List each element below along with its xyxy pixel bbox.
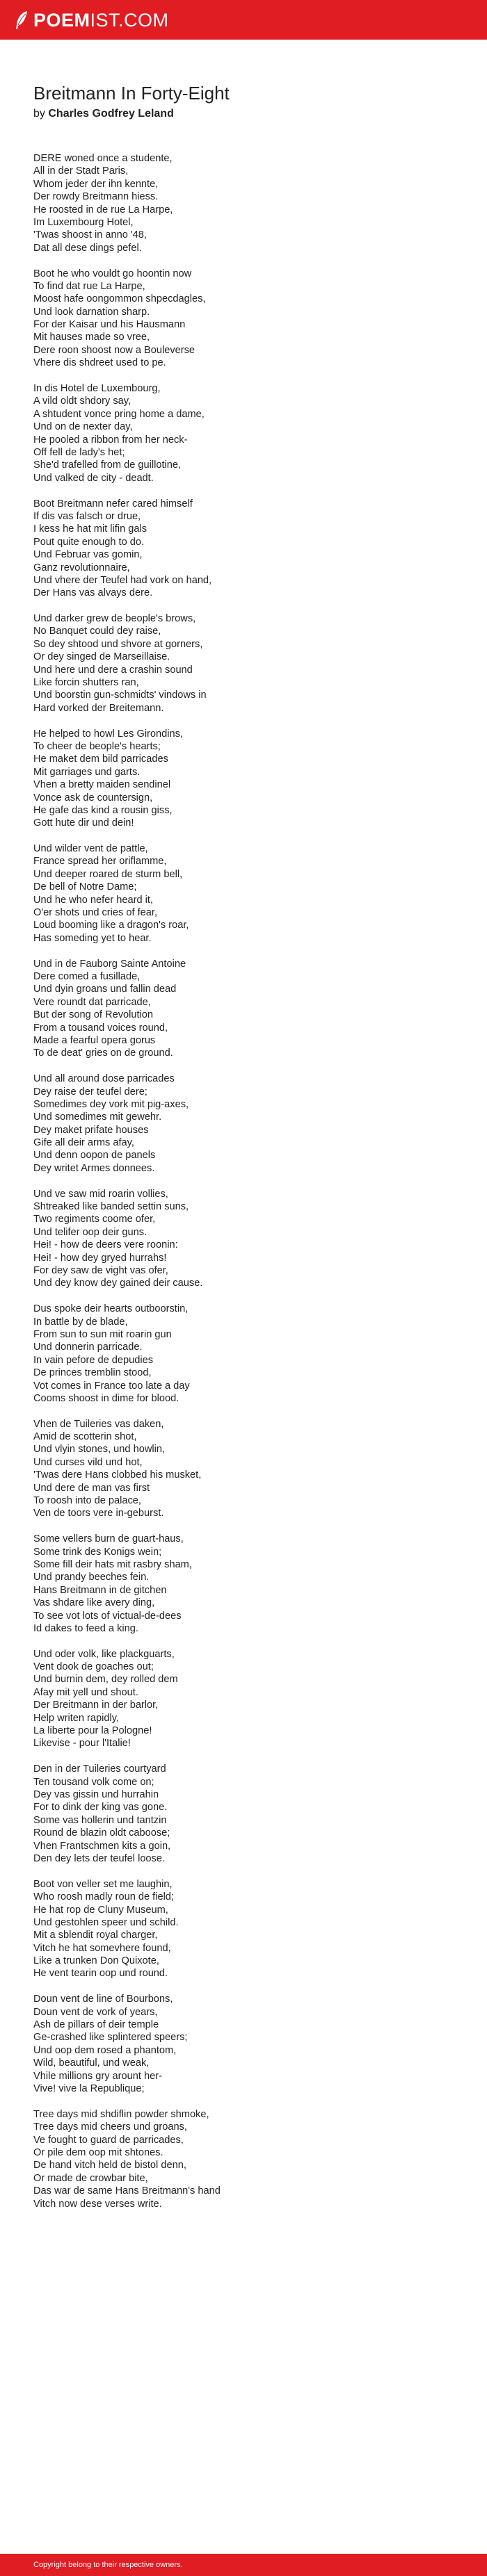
poem-line: So dey shtood und shvore at gorners,	[33, 638, 203, 650]
poem-line: Doun vent de vork of years,	[33, 2006, 158, 2018]
poem-line: Und wilder vent de pattle,	[33, 843, 148, 855]
poem-line: Und ve saw mid roarin vollies,	[33, 1188, 168, 1200]
poem-line: Whom jeder der ihn kennte,	[33, 178, 159, 190]
poem-line: Vonce ask de countersign,	[33, 792, 153, 804]
stanza	[33, 382, 458, 484]
poem-line: Mit hauses made so vree,	[33, 332, 150, 343]
poem-line: Mit garriages und garts.	[33, 766, 141, 778]
poem-line: Some vas hollerin und tantzin	[33, 1814, 167, 1826]
poem-line: No Banquet could dey raise,	[33, 626, 161, 637]
poem-line: Und deeper roared de sturm bell,	[33, 868, 183, 880]
poem-line: To find dat rue La Harpe,	[33, 280, 145, 292]
poem-line: Or dey singed de Marseillaise.	[33, 651, 170, 663]
poem-line: From a tousand voices round,	[33, 1022, 168, 1034]
poem-line: Und he who nefer heard it,	[33, 894, 153, 906]
poem-line: Dey raise der teufel dere;	[33, 1086, 147, 1098]
poem-line: Dat all dese dings pefel.	[33, 242, 142, 254]
site-footer	[0, 2554, 487, 2576]
poem-line: Afay mit yell und shout.	[33, 1686, 138, 1698]
poem-line: Der rowdy Breitmann hiess.	[33, 191, 159, 203]
poem-line: Somedimes dey vork mit pig-axes,	[33, 1098, 189, 1110]
poem-line: Ge-crashed like splintered speers;	[33, 2032, 188, 2044]
poem-line: Vas shdare like avery ding,	[33, 1597, 155, 1609]
poem-line: Dere roon shoost now a Bouleverse	[33, 344, 195, 356]
poem-line: Vhen de Tuileries vas daken,	[33, 1418, 164, 1430]
poem-line: Vive! vive la Republique;	[33, 2082, 145, 2094]
poem-byline	[33, 107, 458, 121]
poem-line: Und on de nexter day,	[33, 421, 133, 433]
poem-line: Der Breitmann in der barlor,	[33, 1699, 159, 1711]
stanza	[33, 1878, 458, 1980]
stanza	[33, 1418, 458, 1520]
poem-line: Ve fought to guard de parricades,	[33, 2134, 184, 2146]
poem-line: Ganz revolutionnaire,	[33, 562, 130, 573]
poem-line: Vhile millions gry arount her-	[33, 2070, 162, 2082]
poem-line: Moost hafe oongommon shpecdagles,	[33, 293, 206, 305]
poem-line: Hans Breitmann in de gitchen	[33, 1584, 167, 1596]
poem-line: Dey writet Armes donnees.	[33, 1162, 155, 1174]
poem-line: I kess he hat mit lifin gals	[33, 523, 147, 535]
site-logo-link[interactable]	[14, 9, 169, 31]
poem-line: Mit a sblendit royal charger,	[33, 1930, 158, 1941]
stanza	[33, 1648, 458, 1750]
stanza	[33, 1763, 458, 1865]
poem-line: Amid de scotterin shot,	[33, 1431, 137, 1443]
poem-line: Likevise - pour l'Italie!	[33, 1738, 131, 1750]
poem-line: De bell of Notre Dame;	[33, 881, 137, 893]
poem-line: Or made de crowbar bite,	[33, 2172, 148, 2184]
poem-line: 'Twas dere Hans clobbed his musket,	[33, 1469, 202, 1481]
poem-line: Some trink des Konigs wein;	[33, 1546, 162, 1558]
poem-line: In vain pefore de depudies	[33, 1354, 154, 1366]
stanza	[33, 152, 458, 254]
poem-line: France spread her oriflamme,	[33, 856, 167, 867]
poem-line: Wild, beautiful, und weak,	[33, 2057, 150, 2069]
poem-line: La liberte pour la Pologne!	[33, 1725, 152, 1737]
stanza	[33, 842, 458, 945]
poem-line: If dis vas falsch or drue,	[33, 510, 141, 522]
poem-line: But der song of Revolution	[33, 1009, 153, 1021]
poem-line: Hei! - how de deers vere roonin:	[33, 1239, 178, 1251]
poem-line: Und vlyin stones, und howlin,	[33, 1444, 166, 1456]
poem-line: Und telifer oop deir guns.	[33, 1226, 147, 1238]
poem-line: Dey vas gissin und hurrahin	[33, 1789, 159, 1800]
poem-line: Some vellers burn de guart-haus,	[33, 1533, 184, 1545]
poem-line: He pooled a ribbon from her neck-	[33, 434, 188, 446]
poem-line: Pout quite enough to do.	[33, 536, 145, 548]
poem-heading	[33, 82, 458, 121]
poem-line: Ven de toors vere in-geburst.	[33, 1508, 164, 1519]
poem-line: Und burnin dem, dey rolled dem	[33, 1674, 178, 1686]
poem-line: Und oder volk, like plackguarts,	[33, 1648, 175, 1660]
stanza	[33, 268, 458, 370]
poem-line: Den in der Tuileries courtyard	[33, 1763, 166, 1775]
poem-line: Und somedimes mit gewehr.	[33, 1111, 162, 1123]
site-header	[0, 0, 487, 40]
poem-line: Id dakes to feed a king.	[33, 1622, 138, 1634]
poem-line: De hand vitch held de bistol denn,	[33, 2160, 186, 2171]
stanza	[33, 1188, 458, 1290]
logo-text-light: IST.COM	[90, 10, 169, 31]
poem-line: Und gestohlen speer und schild.	[33, 1916, 179, 1928]
poem-line: Im Luxembourg Hotel,	[33, 216, 134, 228]
poem-line: In dis Hotel de Luxembourg,	[33, 383, 161, 395]
byline-prefix: by	[33, 108, 45, 120]
poem-body	[33, 152, 458, 2223]
poem-line: Und denn oopon de panels	[33, 1150, 156, 1161]
poem-line: Like a trunken Don Quixote,	[33, 1955, 159, 1967]
poem-line: To see vot lots of victual-de-dees	[33, 1610, 182, 1622]
poem-line: For dey saw de vight vas ofer,	[33, 1264, 168, 1276]
poem-line: DERE woned once a studente,	[33, 153, 173, 164]
poem-line: Und Februar vas gomin,	[33, 549, 143, 561]
poem-line: Doun vent de line of Bourbons,	[33, 1994, 173, 2005]
poem-line: Made a fearful opera gorus	[33, 1034, 156, 1046]
poem-line: Ash de pillars of deir temple	[33, 2019, 159, 2031]
poem-line: He vent tearin oop und round.	[33, 1968, 168, 1980]
poem-line: Shtreaked like banded settin suns,	[33, 1201, 189, 1213]
poem-line: Vent dook de goaches out;	[33, 1661, 154, 1673]
poem-line: Vot comes in France too late a day	[33, 1380, 190, 1392]
author-link[interactable]: Charles Godfrey Leland	[48, 108, 174, 120]
poem-line: Und in de Fauborg Sainte Antoine	[33, 958, 186, 970]
site-logo-text	[33, 9, 169, 31]
poem-line: Loud booming like a dragon's roar,	[33, 920, 189, 931]
poem-line: Und dey know dey gained deir cause.	[33, 1278, 203, 1289]
poem-line: 'Twas shoost in anno '48,	[33, 229, 147, 241]
poem-line: Und darker grew de beople's brows,	[33, 613, 196, 625]
poem-line: Vere roundt dat parricade,	[33, 996, 151, 1008]
poem-line: Das war de same Hans Breitmann's hand	[33, 2185, 221, 2197]
poem-line: De princes tremblin stood,	[33, 1367, 152, 1379]
poem-line: Vhen Frantschmen kits a goin,	[33, 1840, 171, 1852]
poem-line: Vhen a bretty maiden sendinel	[33, 779, 171, 791]
poem-line: Und here und dere a crashin sound	[33, 664, 193, 676]
poem-line: Tree days mid cheers und groans,	[33, 2121, 187, 2133]
poem-line: For der Kaisar und his Hausmann	[33, 319, 186, 331]
poem-line: Boot von veller set me laughin,	[33, 1878, 173, 1890]
poem-line: Und vhere der Teufel had vork on hand,	[33, 574, 212, 586]
poem-line: Und look darnation sharp.	[33, 306, 150, 318]
poem-line: In battle by de blade,	[33, 1316, 128, 1328]
poem-line: Vitch now dese verses write.	[33, 2198, 162, 2210]
poem-line: Like forcin shutters ran,	[33, 677, 139, 689]
poem-line: From sun to sun mit roarin gun	[33, 1328, 172, 1340]
poem-line: Und dere de man vas first	[33, 1482, 150, 1494]
poem-line: She'd trafelled from de guillotine,	[33, 459, 182, 471]
poem-line: Some fill deir hats mit rasbry sham,	[33, 1558, 192, 1570]
poem-line: Dere comed a fusillade,	[33, 971, 141, 982]
poem-line: Cooms shoost in dime for blood.	[33, 1392, 179, 1404]
poem-line: Und valked de city - deadt.	[33, 472, 154, 484]
poem-line: Or pile dem oop mit shtones.	[33, 2146, 163, 2158]
poem-line: Boot Breitmann nefer cared himself	[33, 498, 193, 510]
stanza	[33, 1073, 458, 1175]
poem-line: To de deat' gries on de ground.	[33, 1047, 173, 1059]
poem-line: All in der Stadt Paris,	[33, 165, 129, 177]
poem-line: Gott hute dir und dein!	[33, 817, 134, 829]
copyright-text: Copyright belong to their respective owners.	[33, 2561, 183, 2569]
poem-line: A vild oldt shdory say,	[33, 396, 131, 407]
poem-line: Has someding yet to hear.	[33, 932, 152, 944]
poem-line: A shtudent vonce pring home a dame,	[33, 408, 205, 420]
poem-line: Ten tousand volk come on;	[33, 1776, 154, 1788]
poem-line: He maket dem bild parricades	[33, 753, 168, 765]
poem-line: To roosh into de palace,	[33, 1495, 141, 1507]
poem-line: Und all around dose parricades	[33, 1073, 175, 1085]
poem-line: Vhere dis shdreet used to pe.	[33, 357, 166, 369]
poem-line: To cheer de beople's hearts;	[33, 740, 161, 752]
poem-line: Und dyin groans und fallin dead	[33, 984, 177, 995]
poem-title: Breitmann In Forty-Eight	[33, 83, 230, 104]
poem-line: Der Hans vas alvays dere.	[33, 587, 153, 599]
poem-line: Und curses vild und hot,	[33, 1456, 143, 1468]
poem-line: Boot he who vouldt go hoontin now	[33, 268, 192, 279]
poem-line: Und donnerin parricade.	[33, 1342, 143, 1353]
poem-line: He gafe das kind a rousin giss,	[33, 804, 173, 816]
poem-line: Und oop dem rosed a phantom,	[33, 2044, 177, 2056]
poem-line: Tree days mid shdiflin powder shmoke,	[33, 2108, 209, 2120]
stanza	[33, 612, 458, 715]
stanza	[33, 728, 458, 830]
poem-line: Dey maket prifate houses	[33, 1124, 149, 1136]
poem-line: Vitch he hat somevhere found,	[33, 1942, 171, 1954]
poem-line: He roosted in de rue La Harpe,	[33, 204, 173, 215]
poem-line: Dus spoke deir hearts outboorstin,	[33, 1303, 189, 1315]
stanza	[33, 1303, 458, 1405]
poem-line: Who roosh madly roun de field;	[33, 1891, 174, 1903]
stanza	[33, 1533, 458, 1635]
poem-line: For to dink der king vas gone.	[33, 1802, 168, 1813]
logo-text-bold: POEM	[33, 10, 90, 31]
stanza	[33, 958, 458, 1060]
poem-line: Gife all deir arms afay,	[33, 1137, 134, 1149]
poem-line: Den dey lets der teufel loose.	[33, 1852, 166, 1864]
poem-line: Help writen rapidly,	[33, 1712, 120, 1724]
poem-line: Und boorstin gun-schmidts' vindows in	[33, 690, 207, 701]
poem-line: Und prandy beeches fein.	[33, 1572, 150, 1583]
quill-feather-icon	[14, 10, 29, 30]
stanza	[33, 2108, 458, 2210]
poem-line: Two regiments coome ofer,	[33, 1214, 156, 1225]
poem-line: Round de blazin oldt caboose;	[33, 1827, 170, 1839]
poem-line: Hei! - how dey gryed hurrahs!	[33, 1252, 167, 1264]
poem-line: He helped to howl Les Girondins,	[33, 728, 183, 740]
stanza	[33, 498, 458, 600]
poem-line: O'er shots und cries of fear,	[33, 907, 157, 919]
poem-line: Hard vorked der Breitemann.	[33, 702, 164, 714]
stanza	[33, 1993, 458, 2095]
poem-line: He hat rop de Cluny Museum,	[33, 1904, 168, 1916]
poem-line: Off fell de lady's het;	[33, 446, 125, 458]
